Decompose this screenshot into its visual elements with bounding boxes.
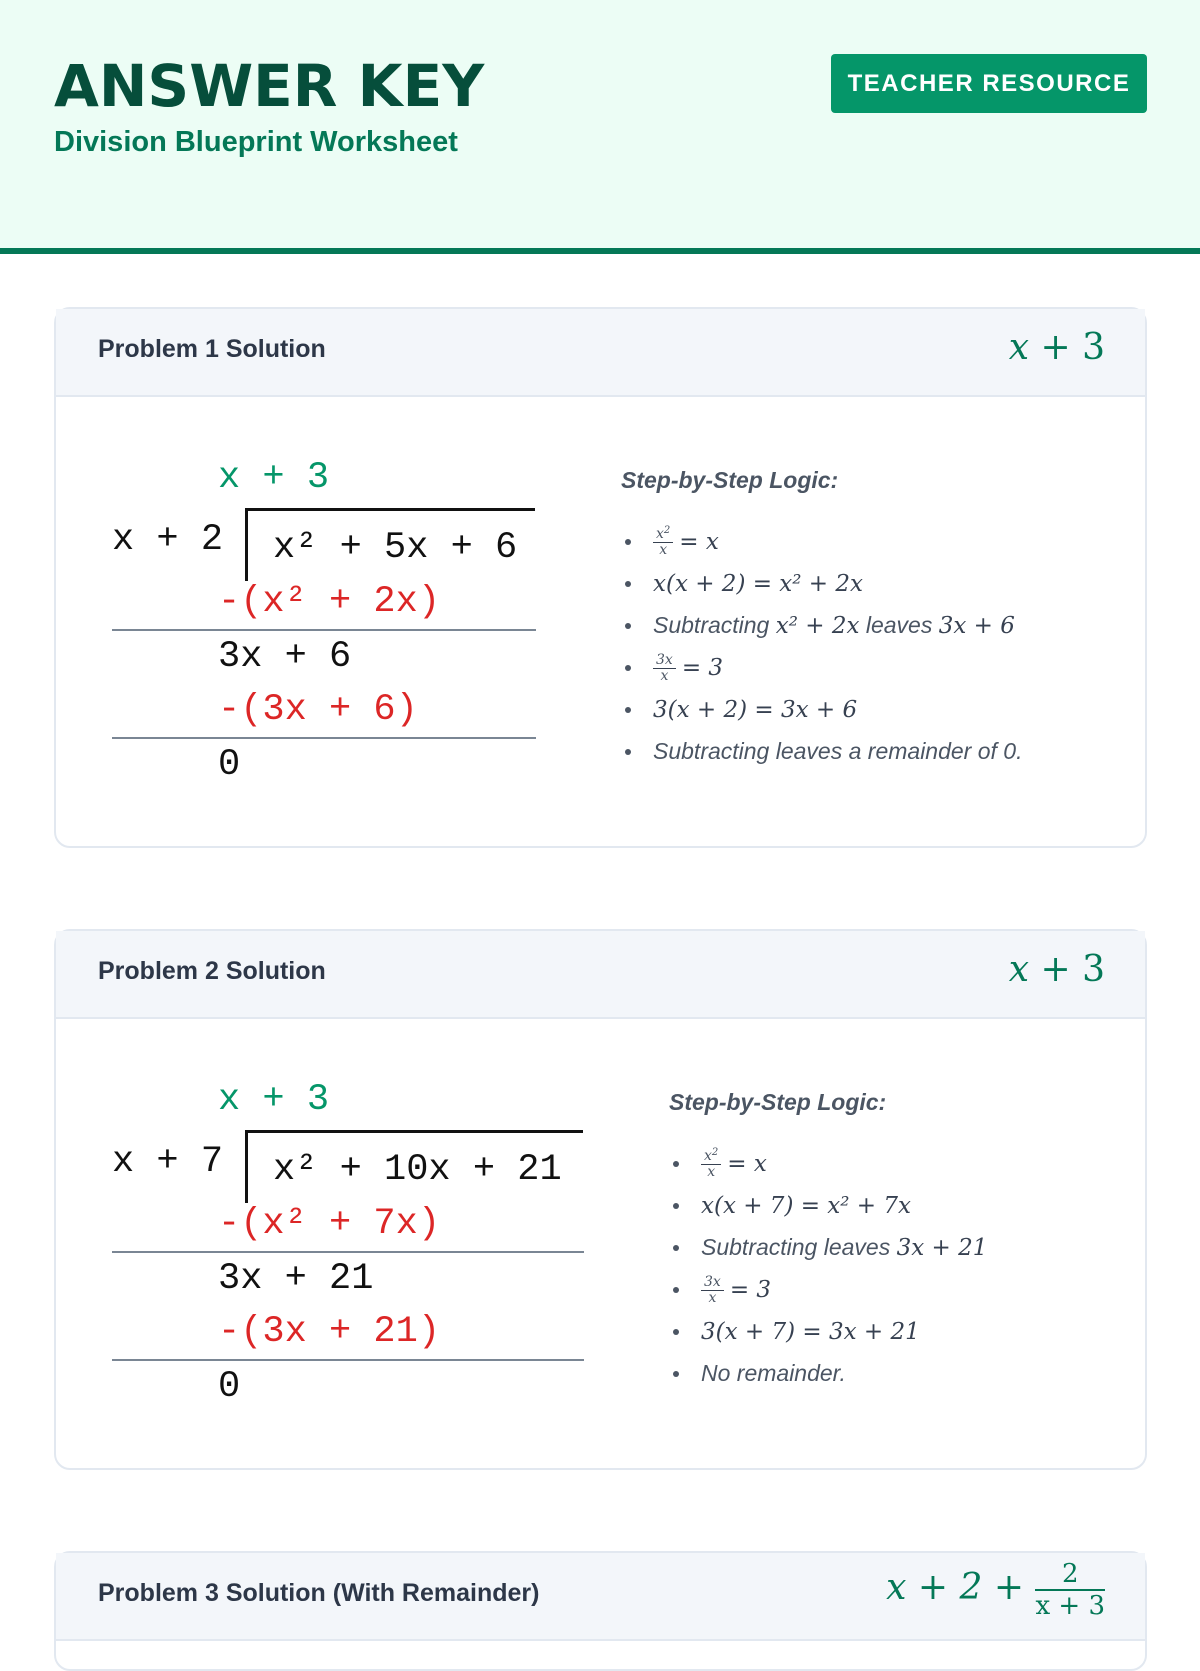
problem-1-card-header (56, 309, 1145, 397)
fraction: $\frac{3x}{x}$ (701, 1275, 724, 1306)
divisor: x + 7 (112, 1141, 224, 1183)
step-item: x(x + 2) = x² + 2x (621, 562, 1022, 604)
answer-op: + (1040, 327, 1071, 368)
answer-var: x (1008, 327, 1030, 368)
divider-line (112, 629, 536, 631)
quotient: x + 3 (218, 457, 330, 499)
answer-op: + (1040, 949, 1071, 990)
step-item: x(x + 7) = x² + 7x (669, 1184, 987, 1226)
answer-const: 3 (1082, 949, 1105, 990)
final-remainder: 0 (218, 1366, 241, 1408)
problem-1-answer (1009, 327, 1105, 368)
problem-3-title: Problem 3 Solution (With Remainder) (98, 1579, 540, 1607)
divider-line (112, 1251, 584, 1253)
subtraction-2: -(3x + 6) (218, 689, 418, 731)
step-item: $\frac{x^2}{x}$ = x (669, 1142, 987, 1184)
partial-remainder: 3x + 6 (218, 636, 352, 678)
problem-1-steps (621, 520, 1022, 772)
problem-2-title: Problem 2 Solution (98, 957, 326, 985)
fraction: $\frac{3x}{x}$ (653, 653, 676, 684)
answer-expr: x + 2 + (886, 1567, 1025, 1608)
division-bracket (245, 509, 248, 581)
problem-2-card (54, 929, 1147, 1470)
step-item: $\frac{3x}{x}$ = 3 (669, 1268, 987, 1310)
final-remainder: 0 (218, 744, 241, 786)
answer-fraction: $\frac{2}{x + 3}$ (1035, 1559, 1105, 1621)
division-bracket-top (245, 508, 535, 511)
logic-title: Step-by-Step Logic: (621, 467, 839, 493)
logic-title: Step-by-Step Logic: (669, 1089, 887, 1115)
problem-2-answer (1009, 949, 1105, 990)
quotient: x + 3 (218, 1079, 330, 1121)
answer-var: x (1008, 949, 1030, 990)
fraction: $\frac{x^2}{x}$ (701, 1149, 721, 1180)
page-header (0, 0, 1200, 254)
divider-line (112, 737, 536, 739)
teacher-resource-badge: TEACHER RESOURCE (831, 54, 1147, 113)
problem-1-card (54, 307, 1147, 848)
step-item: $\frac{3x}{x}$ = 3 (621, 646, 1022, 688)
step-item: Subtracting leaves 3x + 21 (669, 1226, 987, 1268)
subtraction-1: -(x² + 7x) (218, 1203, 441, 1245)
division-bracket-top (245, 1130, 583, 1133)
subtraction-1: -(x² + 2x) (218, 581, 441, 623)
subtraction-2: -(3x + 21) (218, 1311, 441, 1353)
problem-1-title: Problem 1 Solution (98, 335, 326, 363)
answer-const: 3 (1082, 327, 1105, 368)
step-item: Subtracting leaves a remainder of 0. (621, 730, 1022, 772)
problem-2-steps (669, 1142, 987, 1394)
step-item: 3(x + 7) = 3x + 21 (669, 1310, 987, 1352)
dividend: x² + 10x + 21 (273, 1149, 562, 1191)
step-item: No remainder. (669, 1352, 987, 1394)
divider-line (112, 1359, 584, 1361)
division-bracket (245, 1131, 248, 1203)
fraction: $\frac{x^2}{x}$ (653, 527, 673, 558)
partial-remainder: 3x + 21 (218, 1258, 374, 1300)
page-title: ANSWER KEY (54, 52, 485, 120)
step-item: 3(x + 2) = 3x + 6 (621, 688, 1022, 730)
step-item: $\frac{x^2}{x}$ = x (621, 520, 1022, 562)
divisor: x + 2 (112, 519, 224, 561)
page-subtitle: Division Blueprint Worksheet (54, 126, 458, 158)
problem-3-answer (886, 1559, 1105, 1621)
problem-3-card-header (56, 1553, 1145, 1641)
problem-3-card (54, 1551, 1147, 1671)
dividend: x² + 5x + 6 (273, 527, 518, 569)
problem-2-card-header (56, 931, 1145, 1019)
step-item: Subtracting x² + 2x leaves 3x + 6 (621, 604, 1022, 646)
